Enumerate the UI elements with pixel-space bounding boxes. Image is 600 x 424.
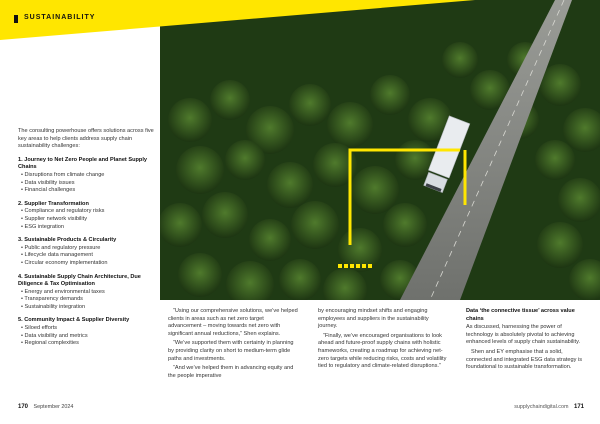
section-marker [14, 15, 18, 23]
category-item: • Energy and environmental taxes [18, 289, 158, 297]
section-label: SUSTAINABILITY [24, 14, 96, 21]
category-item: • Compliance and regulatory risks [18, 208, 158, 216]
website-link[interactable]: supplychaindigital.com [514, 404, 569, 410]
body-column-3 [318, 308, 448, 373]
category-title: 2. Supplier Transformation [18, 200, 89, 207]
footer-left [18, 404, 73, 410]
category-title: 1. Journey to Net Zero People and Planet Supply Chains [18, 156, 147, 171]
issue-date: September 2024 [33, 404, 74, 410]
category-item: • Circular economy implementation [18, 260, 158, 268]
subheading: Data ‘the connective tissue’ across value chains [466, 308, 575, 322]
paragraph: by encouraging mindset shifts and engaging employees and suppliers in the sustainability journey. [318, 308, 429, 330]
category-item: • Lifecycle data management [18, 252, 158, 260]
accent-dots [338, 255, 374, 273]
paragraph: “Using our comprehensive solutions, we’ve helped clients in areas such as net zero target advancement – moving towards net zero with significant annual reductions,” Shen explains. [168, 308, 298, 337]
paragraph: “Finally, we’ve encouraged organisations to look ahead and future-proof supply chains with holistic frameworks, creating a roadmap for achieving net-zero targets while reducing risks, costs and volatility tied to regulatory and climate-related disruptions.” [318, 332, 447, 370]
category-item: • Sustainability integration [18, 304, 158, 312]
body-column-2 [168, 308, 298, 382]
category-title: 3. Sustainable Products & Circularity [18, 237, 117, 244]
paragraph: “And we’ve helped them in advancing equity and the people imperative [168, 365, 294, 379]
category-item: • Regional complexities [18, 340, 158, 348]
category-item: • Transparency demands [18, 296, 158, 304]
paragraph: “We’ve supported them with certainty in planning by providing clarity on short to medium-term glide paths and investments. [168, 340, 294, 362]
category-block [18, 237, 158, 267]
paragraph: Shen and EY emphasise that a solid, connected and integrated ESG data strategy is foundational to sustainable transformation. [466, 348, 582, 371]
page-number-left: 170 [18, 404, 29, 410]
category-block [18, 317, 158, 347]
category-item: • Supplier network visibility [18, 216, 158, 224]
page-number-right: 171 [573, 404, 584, 410]
category-item: • Public and regulatory pressure [18, 245, 158, 253]
category-title: 5. Community Impact & Supplier Diversity [18, 317, 130, 324]
category-block [18, 157, 158, 195]
paragraph: As discussed, harnessing the power of technology is absolutely pivotal to achieving enhanced levels of supply chain sustainability. [466, 324, 581, 346]
intro-text: The consulting powerhouse offers solutions across five key areas to help clients address supply chain sustainability challenges: [18, 128, 154, 150]
category-title: 4. Sustainable Supply Chain Architecture, Due Diligence & Tax Optimisation [18, 273, 141, 288]
category-item: • Data visibility and metrics [18, 333, 158, 341]
body-column-4 [466, 308, 584, 374]
category-block [18, 201, 158, 231]
solutions-list [18, 128, 158, 348]
category-item: • Siloed efforts [18, 325, 158, 333]
footer-right [514, 404, 584, 410]
category-item: • Data visibility issues [18, 180, 158, 188]
category-item: • Financial challenges [18, 187, 158, 195]
category-block [18, 274, 158, 312]
category-item: • ESG integration [18, 224, 158, 232]
category-list [18, 157, 158, 348]
category-item: • Disruptions from climate change [18, 172, 158, 180]
